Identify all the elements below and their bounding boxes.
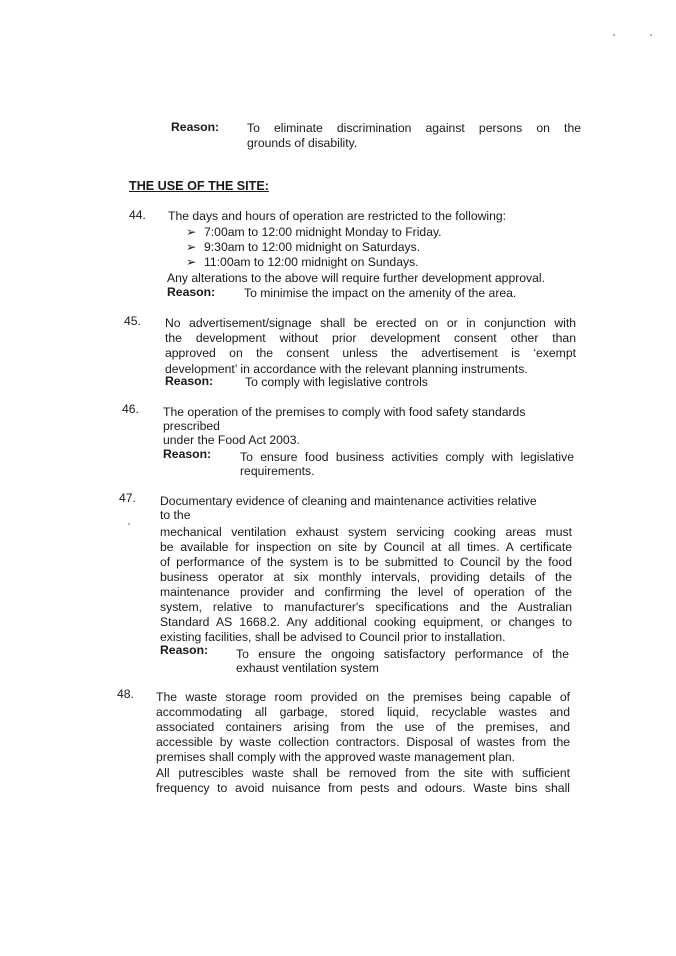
condition-line: maintenance provider and confirming the level of operation of the — [160, 585, 572, 599]
condition-number: 47. — [119, 491, 136, 505]
condition-number: 44. — [129, 208, 146, 222]
condition-line: system, relative to manufacturer's specifications and the Australian — [160, 600, 572, 614]
condition-line: accessible by waste collection contractors. Disposal of wastes from the — [156, 735, 570, 749]
condition-line: under the Food Act 2003. — [163, 433, 300, 447]
reason-label: Reason: — [160, 643, 209, 657]
reason-text: To minimise the impact on the amenity of the area. — [244, 286, 517, 300]
arrow-bullet-icon: ➢ — [186, 240, 197, 254]
top-reason-line2: grounds of disability. — [247, 136, 358, 150]
condition-line: existing facilities, shall be advised to Council prior to installation. — [160, 630, 506, 644]
condition-line: to the — [160, 508, 191, 522]
condition-line: mechanical ventilation exhaust system servicing cooking areas must — [160, 525, 572, 539]
condition-line: premises shall comply with the approved waste management plan. — [156, 750, 516, 764]
condition-line: No advertisement/signage shall be erected on or in conjunction with — [165, 316, 576, 330]
reason-label: Reason: — [167, 285, 216, 299]
reason-text: To comply with legislative controls — [245, 375, 428, 389]
top-reason-label: Reason: — [171, 120, 220, 134]
condition-line: Documentary evidence of cleaning and maintenance activities relative — [160, 494, 537, 508]
reason-text-line2: exhaust ventilation system — [236, 661, 379, 675]
condition-line: The operation of the premises to comply with food safety standards — [163, 405, 526, 419]
reason-text-line2: requirements. — [240, 464, 315, 478]
condition-line: business operator at six monthly intervals, providing details of the — [160, 570, 572, 584]
reason-text-line1: To ensure food business activities comply with legislative — [240, 450, 574, 464]
condition-intro: The days and hours of operation are restricted to the following: — [168, 209, 507, 223]
arrow-bullet-icon: ➢ — [186, 255, 197, 269]
bullet-item: ➢ 11:00am to 12:00 midnight on Sundays. — [186, 255, 419, 269]
condition-line: of performance of the system is to be submitted to Council by the food — [160, 555, 572, 569]
condition-number: 46. — [122, 402, 139, 416]
condition-line: the development without prior development consent other than — [165, 331, 576, 345]
section-heading: THE USE OF THE SITE: — [129, 179, 269, 193]
condition-line: The waste storage room provided on the premises being capable of — [156, 690, 570, 704]
condition-line: frequency to avoid nuisance from pests and odours. Waste bins shall — [156, 781, 570, 795]
condition-line: approved on the consent unless the advertisement is ‘exempt — [165, 346, 576, 360]
condition-line: associated containers arising from the use of the premises, and — [156, 720, 570, 734]
condition-line: development’ in accordance with the relevant planning instruments. — [165, 362, 528, 376]
arrow-bullet-icon: ➢ — [186, 225, 197, 239]
condition-line: Standard AS 1668.2. Any additional cooking equipment, or changes to — [160, 615, 572, 629]
reason-label: Reason: — [165, 374, 214, 388]
reason-label: Reason: — [163, 447, 212, 461]
reason-text-line1: To ensure the ongoing satisfactory performance of the — [236, 647, 569, 661]
condition-text: Any alterations to the above will require further development approval. — [167, 271, 546, 285]
condition-line: All putrescibles waste shall be removed from the site with sufficient — [156, 766, 570, 780]
condition-line: accommodating all garbage, stored liquid, recyclable wastes and — [156, 705, 570, 719]
top-reason-line1: To eliminate discrimination against persons on the — [247, 121, 581, 135]
bullet-item: ➢ 7:00am to 12:00 midnight Monday to Friday. — [186, 225, 442, 239]
scan-speck — [613, 34, 615, 36]
condition-number: 48. — [117, 687, 134, 701]
scan-speck — [128, 523, 130, 525]
condition-number: 45. — [124, 314, 141, 328]
condition-line: be available for inspection on site by Council at all times. A certificate — [160, 540, 572, 554]
scan-speck — [650, 34, 652, 36]
bullet-item: ➢ 9:30am to 12:00 midnight on Saturdays. — [186, 240, 421, 254]
condition-line: prescribed — [163, 419, 220, 433]
